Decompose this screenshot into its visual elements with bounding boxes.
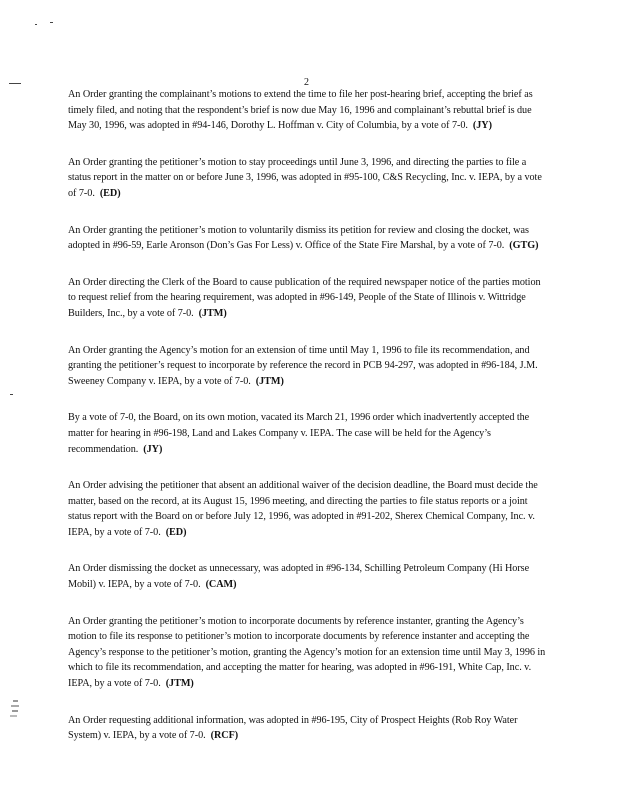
paragraph-initials: (RCF) xyxy=(210,730,239,742)
paragraph-initials: (ED) xyxy=(99,187,121,199)
paragraph-text: An Order granting the petitioner’s motion to incorporate documents by reference instanter, granting the Agency’s motion to file its response to petitioner’s motion to incorporate documents by reference instanter and accepting the Agency’s response to the petitioner’s motion, granting the Agency’s motion for an extension time until May 3, 1996 in which to file its recommendation, and accepting the matter for hearing, was adopted in #96-191, White Cap, Inc. v. IEPA, by a vote of 7-0. xyxy=(68,615,546,690)
paragraph-order-91-202 xyxy=(68,478,546,540)
paragraph-text: An Order dismissing the docket as unnecessary, was adopted in #96-134, Schilling Petroleum Company (Hi Horse Mobil) v. IEPA, by a vote of 7-0. xyxy=(68,563,530,591)
paragraph-text: An Order advising the petitioner that absent an additional waiver of the decision deadline, the Board must decide the matter, based on the record, at its August 15, 1996 meeting, and directing the parties to file status reports or a joint status report with the Board on or before July 12, 1996, was adopted in #91-202, Sherex Chemical Company, Inc. v. IEPA, by a vote of 7-0. xyxy=(68,480,538,538)
paragraph-initials: (JY) xyxy=(143,443,163,455)
paragraph-order-96-195 xyxy=(68,713,546,744)
paragraph-order-96-59 xyxy=(68,223,546,254)
paragraph-text: An Order granting the petitioner’s motion to voluntarily dismiss its petition for review and closing the docket, was adopted in #96-59, Earle Aronson (Don’s Gas For Less) v. Office of the State Fire Marshal, by a vote of 7-0. xyxy=(68,224,529,252)
paragraph-order-96-191 xyxy=(68,614,546,692)
paragraph-order-96-134 xyxy=(68,561,546,592)
paragraph-order-96-184 xyxy=(68,343,546,390)
paragraph-initials: (JTM) xyxy=(255,375,284,387)
paragraph-text: By a vote of 7-0, the Board, on its own motion, vacated its March 21, 1996 order which inadvertently accepted the matter for hearing in #96-198, Land and Lakes Company v. IEPA. The case will be held for the Agency’s recommendation. xyxy=(68,412,530,455)
paragraph-order-94-146 xyxy=(68,87,546,134)
scan-mark-left-2 xyxy=(10,394,13,395)
paragraph-text: An Order granting the Agency’s motion for an extension of time until May 1, 1996 to file its recommendation, and granting the petitioner’s request to incorporate by reference the record in PCB 94-297, was adopted in #96-184, J.M. Sweeney Company v. IEPA, by a vote of 7-0. xyxy=(68,344,538,387)
paragraph-text: An Order granting the petitioner’s motion to stay proceedings until June 3, 1996, and directing the parties to file a status report in the matter on or before June 3, 1996, was adopted in #95-100, C&S Recycling, Inc. v. IEPA, by a vote of 7-0. xyxy=(68,156,542,199)
page-number: 2 xyxy=(304,77,309,88)
scan-mark-top xyxy=(35,24,37,25)
paragraph-order-95-100 xyxy=(68,155,546,202)
paragraph-initials: (JY) xyxy=(472,120,492,132)
paragraph-order-96-198 xyxy=(68,410,546,457)
paragraph-text: An Order directing the Clerk of the Board to cause publication of the required newspaper notice of the parties motion to request relief from the hearing requirement, was adopted in #96-149, People of the State of Illinois v. Wittridge Builders, Inc., by a vote of 7-0. xyxy=(68,276,541,319)
scan-mark-top-2 xyxy=(50,22,53,23)
scan-smudge xyxy=(9,698,23,720)
paragraph-initials: (JTM) xyxy=(165,678,194,690)
scan-mark-left xyxy=(9,83,21,84)
paragraph-initials: (JTM) xyxy=(198,307,227,319)
paragraph-initials: (ED) xyxy=(165,526,187,538)
paragraph-order-96-149 xyxy=(68,275,546,322)
paragraph-text: An Order granting the complainant’s motions to extend the time to file her post-hearing brief, accepting the brief as timely filed, and noting that the respondent’s brief is now due May 16, 1996 and complainant’s rebuttal brief is due May 30, 1996, was adopted in #94-146, Dorothy L. Hoffman v. City of Columbia, by a vote of 7-0. xyxy=(68,89,533,132)
paragraph-initials: (CAM) xyxy=(205,579,237,591)
paragraph-text: An Order requesting additional information, was adopted in #96-195, City of Prospect Heights (Rob Roy Water System) v. IEPA, by a vote of 7-0. xyxy=(68,714,518,742)
minutes-body xyxy=(68,87,546,765)
paragraph-initials: (GTG) xyxy=(509,240,539,252)
